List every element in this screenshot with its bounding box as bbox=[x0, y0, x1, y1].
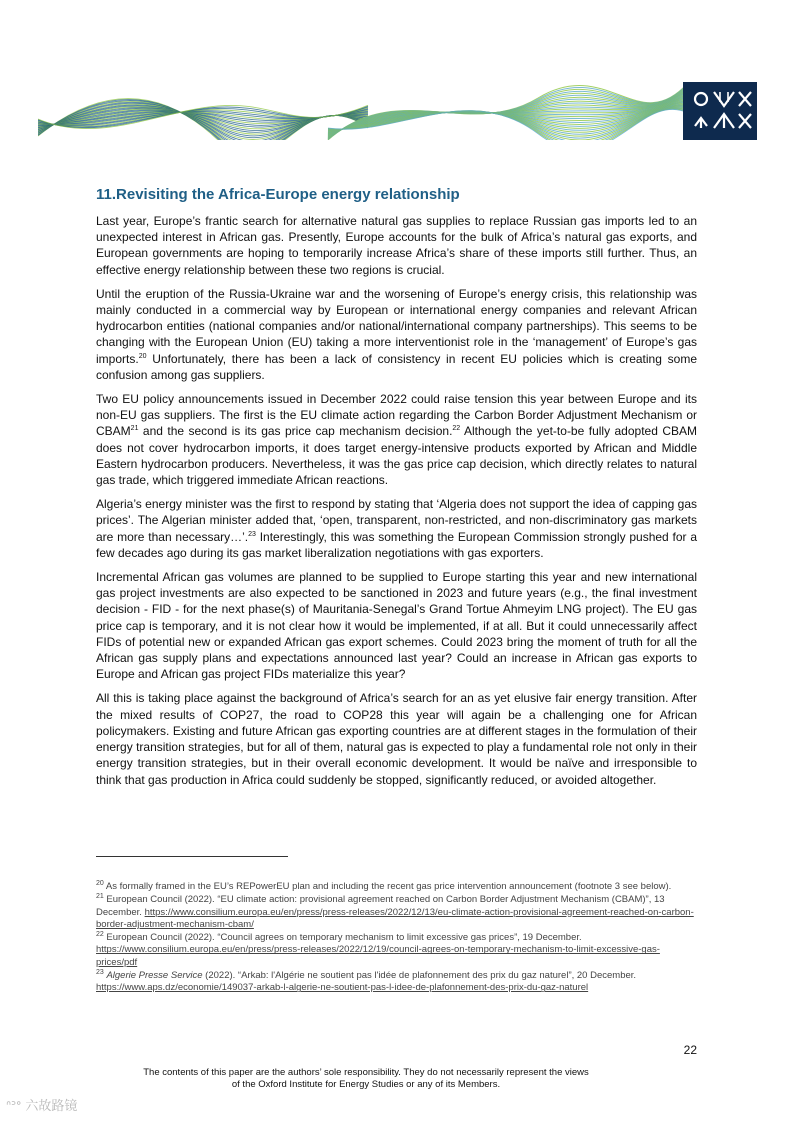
footnote-number: 21 bbox=[96, 893, 104, 901]
paragraph-text: Although the yet-to-be fully adopted CBAM does not cover hydrocarbon imports, it does target energy-intensive products exported by African and Middle Eastern hydrocarbon producers. Nevertheless, it was the gas price cap decision, which directly relates to natural gas trade, which triggered immediate African reactions. bbox=[96, 424, 698, 488]
footnote-link[interactable]: https://www.consilium.europa.eu/en/press/press-releases/2022/12/13/eu-climate-action-provisional-agreement-reached-on-carbon-border-adjustment-mechanism-cbam/ bbox=[96, 906, 694, 930]
footnote-number: 20 bbox=[96, 879, 104, 887]
watermark-text: 六故路镜 bbox=[25, 1099, 78, 1114]
section-heading bbox=[96, 186, 460, 203]
header-banner bbox=[38, 78, 756, 140]
oies-logo-icon bbox=[683, 82, 757, 140]
paragraph-text: Two EU policy announcements issued in December 2022 could raise tension this year between Europe and its non-EU gas suppliers. The first is the EU climate action regarding the Carbon Border Adjustment Mechanism or CBAM bbox=[96, 392, 697, 439]
footnote-ref[interactable]: 21 bbox=[130, 425, 139, 433]
paragraph-text: Incremental African gas volumes are planned to be supplied to Europe starting this year and new international gas project investments are also expected to be sanctioned in 2023 and future years (e.g., the final investment decision - FID - for the next phase(s) of Mauritania-Senegal’s Grand Tortue Ahmeyim LNG project). The EU gas price cap is temporary, and it is not clear how it would be implemented, if at all. But it could unnecessarily affect FIDs of potential new or expanded African gas export schemes. Could 2023 bring the moment of truth for all the African gas supply plans and expectations announced last year? Could an increase in African gas exports to Europe and African gas project FIDs materialize this year? bbox=[96, 570, 697, 682]
footnote-text: As formally framed in the EU’s REPowerEU plan and including the recent gas price intervention announcement (footnote 3 see below). bbox=[103, 881, 672, 892]
paragraph-text: Last year, Europe’s frantic search for alternative natural gas supplies to replace Russian gas imports led to an unexpected interest in African gas. Presently, Europe accounts for the bulk of Africa’s natural gas exports, and European governments are hoping to temporarily increase Africa’s share of these imports still further. Thus, an effective energy relationship between these two regions is crucial. bbox=[96, 214, 697, 277]
section-title: Revisiting the Africa-Europe energy relationship bbox=[116, 186, 460, 203]
footnote-23 bbox=[96, 970, 697, 995]
footnote-ref[interactable]: 20 bbox=[138, 352, 147, 360]
footnote-divider bbox=[96, 856, 288, 857]
paragraph bbox=[96, 286, 697, 383]
paragraph-text: Interestingly, this was something the European Commission strongly pushed for a few decades ago during its gas market liberalization negotiations with gas exporters. bbox=[96, 529, 698, 560]
paragraph bbox=[96, 569, 697, 682]
paragraph-text: All this is taking place against the background of Africa’s search for an as yet elusive fair energy transition. After the mixed results of COP27, the road to COP28 this year will again be a challenging one for African policymakers. Existing and future African gas exporting countries are at different stages in the formulation of their energy transition strategies, but for all of them, natural gas is expected to play a fundamental role not only in their energy transition strategies, but in their overall economic development. It would be naïve and irresponsible to think that gas production in Africa could suddenly be stopped, significantly reduced, or avoided altogether. bbox=[96, 691, 697, 787]
footnote-source: Algerie Presse Service bbox=[106, 970, 203, 982]
paragraph bbox=[96, 391, 697, 488]
footnote-text: (2022). “Arkab: l'Algérie ne soutient pas l'idée de plafonnement des prix du gaz naturel”, 20 December. bbox=[202, 970, 637, 982]
footnote-21 bbox=[96, 894, 697, 931]
wave-pattern-graphic bbox=[38, 78, 756, 140]
paragraph-text: Until the eruption of the Russia-Ukraine war and the worsening of Europe’s energy crisis, this relationship was mainly conducted in a commercial way by European or international energy companies and relevant African hydrocarbon entities (national companies and/or national/international company partnerships). This seems to be changing with the European Union (EU) taking a more interventionist role in the ‘management’ of Europe’s gas imports. bbox=[96, 286, 697, 366]
disclaimer-line: The contents of this paper are the authors’ sole responsibility. They do not necessarily represent the views bbox=[143, 1067, 589, 1078]
section-number: 11. bbox=[96, 186, 117, 203]
footnote-ref[interactable]: 23 bbox=[248, 530, 256, 538]
watermark-logo-icon: ᐢᐣᐤ bbox=[6, 1099, 26, 1114]
watermark bbox=[6, 1095, 77, 1114]
footnote-link[interactable]: https://www.aps.dz/economie/149037-arkab-l-algerie-ne-soutient-pas-l-idee-de-plafonnement-des-prix-du-gaz-naturel bbox=[96, 982, 589, 994]
paragraph bbox=[96, 213, 697, 278]
paragraph-text: Unfortunately, there has been a lack of consistency in recent EU policies which is creating some confusion among gas suppliers. bbox=[96, 351, 697, 382]
footnote-text: European Council (2022). “EU climate action: provisional agreement reached on Carbon Border Adjustment Mechanism (CBAM)”, 13 December. bbox=[96, 894, 665, 918]
footnote-ref[interactable]: 22 bbox=[452, 425, 461, 433]
oies-logo bbox=[683, 82, 757, 140]
footnote-20 bbox=[96, 881, 697, 893]
disclaimer-line: of the Oxford Institute for Energy Studies or any of its Members. bbox=[231, 1079, 501, 1090]
footnote-22 bbox=[96, 932, 697, 969]
paragraph-text: Algeria’s energy minister was the first to respond by stating that ‘Algeria does not support the idea of capping gas prices’. The Algerian minister added that, ‘open, transparent, non-restricted, and non-discriminatory gas markets are more than necessary…’. bbox=[96, 497, 697, 544]
footnote-text: European Council (2022). “Council agrees on temporary mechanism to limit excessive gas prices”, 19 December. bbox=[103, 932, 582, 944]
body-text bbox=[96, 213, 697, 796]
footnote-number: 23 bbox=[96, 968, 104, 976]
footnote-link[interactable]: https://www.consilium.europa.eu/en/press/press-releases/2022/12/19/council-agrees-on-temporary-mechanism-to-limit-excessive-gas-prices/pdf bbox=[96, 944, 660, 968]
page-number: 22 bbox=[683, 1043, 697, 1057]
paragraph bbox=[96, 690, 697, 787]
disclaimer bbox=[96, 1067, 636, 1091]
paragraph bbox=[96, 496, 697, 561]
paragraph-text: and the second is its gas price cap mechanism decision. bbox=[138, 424, 453, 439]
footnote-number: 22 bbox=[96, 931, 104, 939]
footnotes bbox=[96, 881, 697, 996]
